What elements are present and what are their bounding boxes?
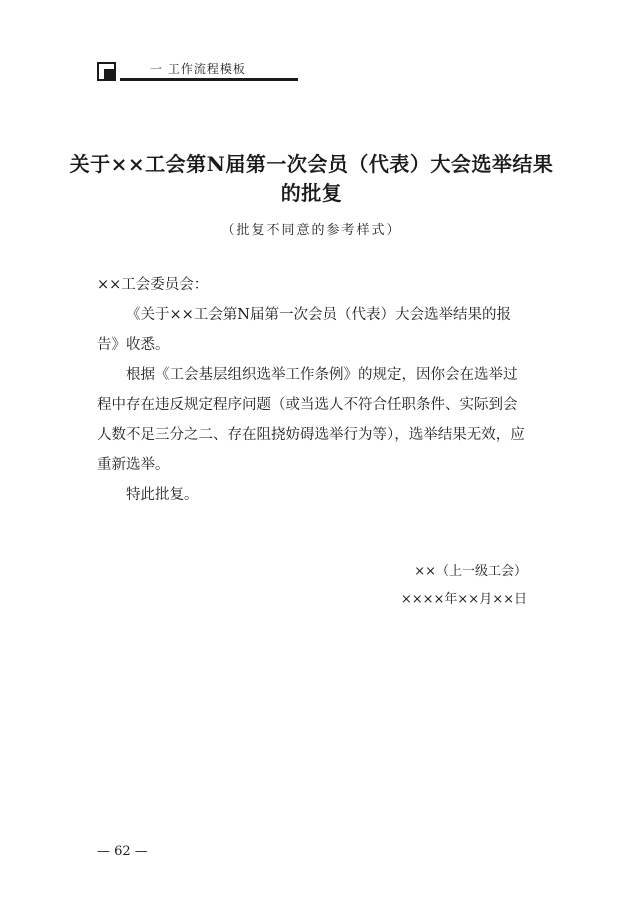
closing-paragraph: 特此批复。: [126, 487, 199, 503]
signature-date: ××××年××月××日: [400, 592, 527, 607]
page-number: — 62 —: [97, 844, 148, 859]
signature-block: [401, 558, 527, 614]
body-paragraph: 《关于××工会第N届第一次会员（代表）大会选举结果的报告》收悉。: [97, 307, 511, 353]
header-square-icon: [97, 62, 116, 81]
document-subtitle: （批复不同意的参考样式）: [221, 223, 402, 238]
document-body: [97, 270, 529, 510]
header-rule: [120, 78, 298, 81]
salutation: ××工会委员会：: [97, 277, 209, 293]
document-title: 关于××工会第N届第一次会员（代表）大会选举结果的批复: [69, 152, 554, 205]
section-header: 一 工作流程模板: [150, 62, 246, 76]
body-paragraph: 根据《工会基层组织选举工作条例》的规定，因你会在选举过程中存在违反规定程序问题（或当选人不符合任职条件、实际到会人数不足三分之二、存在阻挠妨碍选举行为等），选举结果无效，应重新选举。: [97, 367, 525, 473]
signature-organization: ××（上一级工会）: [414, 564, 527, 579]
